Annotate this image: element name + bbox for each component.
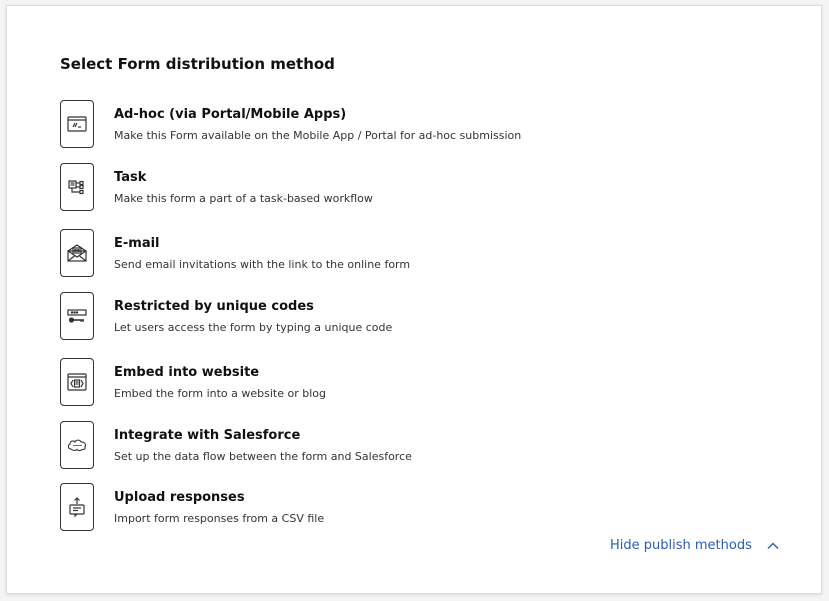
option-embed-website[interactable] [60, 358, 760, 410]
email-envelope-icon [60, 229, 94, 277]
option-ad-hoc[interactable] [60, 100, 760, 152]
option-title: Ad-hoc (via Portal/Mobile Apps) [114, 107, 347, 122]
upload-icon [60, 483, 94, 531]
option-unique-codes[interactable] [60, 292, 760, 344]
option-description: Set up the data flow between the form and Salesforce [114, 450, 412, 463]
salesforce-cloud-icon [60, 421, 94, 469]
option-description: Make this form a part of a task-based workflow [114, 192, 373, 205]
option-salesforce[interactable] [60, 421, 760, 473]
option-description: Send email invitations with the link to the online form [114, 258, 411, 271]
option-title: Upload responses [114, 490, 245, 505]
task-workflow-icon [60, 163, 94, 211]
option-title: Integrate with Salesforce [114, 428, 301, 443]
option-description: Import form responses from a CSV file [114, 512, 325, 525]
embed-code-icon [60, 358, 94, 406]
option-title: Restricted by unique codes [114, 299, 314, 314]
hide-publish-methods-link[interactable] [610, 538, 780, 553]
option-email[interactable] [60, 229, 760, 281]
distribution-method-card [6, 5, 822, 594]
hide-link-label: Hide publish methods [610, 538, 752, 553]
option-description: Embed the form into a website or blog [114, 387, 327, 400]
option-title: Task [114, 170, 147, 185]
option-upload-responses[interactable] [60, 483, 760, 535]
portal-window-icon [60, 100, 94, 148]
option-title: Embed into website [114, 365, 260, 380]
option-description: Make this Form available on the Mobile App / Portal for ad-hoc submission [114, 129, 522, 142]
option-description: Let users access the form by typing a unique code [114, 321, 393, 334]
option-title: E-mail [114, 236, 160, 251]
chevron-up-icon [766, 539, 780, 553]
key-code-icon [60, 292, 94, 340]
page-title: Select Form distribution method [60, 55, 335, 73]
option-task[interactable] [60, 163, 760, 215]
